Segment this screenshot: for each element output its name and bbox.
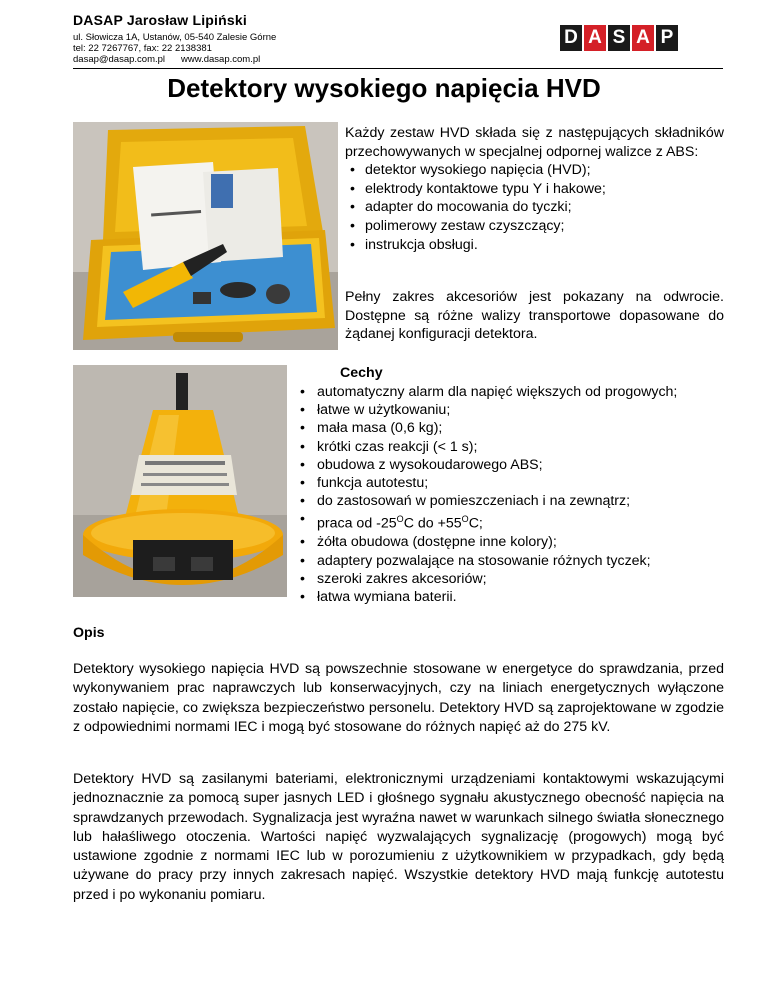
- list-item: • funkcja autotestu;: [297, 474, 737, 492]
- list-item: • łatwe w użytkowaniu;: [297, 401, 737, 419]
- kit-contents-list: [345, 161, 724, 254]
- list-item: • instrukcja obsługi.: [345, 236, 724, 255]
- company-web-line: [73, 54, 276, 65]
- description-paragraph-2: Detektory HVD są zasilanymi bateriami, elektronicznymi urządzeniami kontaktowymi wskazującymi jednoznacznie za pomocą super jasnych LED i głośnego sygnału akustycznego obecność napięcia na sprawdzanych przewodach. Sygnalizacja jest wyraźna nawet w warunkach silnego światła słonecznego lub hałaśliwego otoczenia. Wartości napięć wyzwalających sygnalizację (progowych) mogą być ustawione zgodnie z normami IEC lub w porozumieniu z użytkownikiem w przypadkach, gdy będą używane do pracy przy innych zakresach napięć. Wszystkie detektory HVD mają funkcję autotestu przed i po wykonaniu pomiaru.: [73, 771, 724, 903]
- list-item: • żółta obudowa (dostępne inne kolory);: [297, 533, 737, 551]
- list-item: • elektrody kontaktowe typu Y i hakowe;: [345, 180, 724, 199]
- dasap-logo: [560, 25, 678, 51]
- detector-photo: [73, 365, 287, 597]
- list-item: • polimerowy zestaw czyszczący;: [345, 217, 724, 236]
- description-heading: Opis: [73, 625, 105, 641]
- company-phone: tel: 22 7267767, fax: 22 2138381: [73, 43, 212, 54]
- features-title: Cechy: [340, 365, 383, 381]
- product-case-photo: [73, 122, 338, 350]
- list-item: • do zastosowań w pomieszczeniach i na zewnątrz;: [297, 492, 737, 510]
- intro-section: [345, 124, 724, 254]
- list-item: • mała masa (0,6 kg);: [297, 419, 737, 437]
- list-item: • detektor wysokiego napięcia (HVD);: [345, 161, 724, 180]
- list-item: • łatwa wymiana baterii.: [297, 588, 737, 606]
- company-email: dasap@dasap.com.pl: [73, 54, 166, 65]
- list-item: • adaptery pozwalające na stosowanie różnych tyczek;: [297, 552, 737, 570]
- header-divider: [73, 68, 723, 69]
- description-paragraph-1: Detektory wysokiego napięcia HVD są powszechnie stosowane w energetyce do sprawdzania, przed wykonywaniem prac naprawczych lub konserwacyjnych, czy na liniach energetycznych wyłączone zostało napięcie, co zwiększa bezpieczeństwo personelu. Detektory HVD są zaprojektowane w zgodzie z odpowiednimi normami IEC i mogą być stosowane do różnych napięć aż do 275 kV.: [73, 661, 724, 735]
- logo-letter: A: [632, 25, 654, 51]
- page-title: Detektory wysokiego napięcia HVD: [167, 73, 601, 103]
- company-contact: [73, 32, 276, 65]
- logo-letter: P: [656, 25, 678, 51]
- logo-letter: D: [560, 25, 582, 51]
- degree-mark: O: [461, 514, 469, 525]
- list-item: • adapter do mocowania do tyczki;: [345, 198, 724, 217]
- list-item: • szeroki zakres akcesoriów;: [297, 570, 737, 588]
- temp-suffix: C;: [468, 516, 483, 533]
- logo-letter: A: [584, 25, 606, 51]
- company-website: www.dasap.com.pl: [181, 54, 261, 65]
- temp-prefix: praca od -25: [317, 516, 397, 533]
- accessories-paragraph: Pełny zakres akcesoriów jest pokazany na odwrocie. Dostępne są różne walizy transportowe dopasowane do żądanej konfiguracji detektora.: [345, 289, 724, 343]
- company-name: DASAP Jarosław Lipiński: [73, 12, 247, 28]
- logo-letter: S: [608, 25, 630, 51]
- company-address: ul. Słowicza 1A, Ustanów, 05-540 Zalesie Górne: [73, 32, 277, 43]
- list-item-temperature: [297, 510, 737, 533]
- intro-lead: Każdy zestaw HVD składa się z następujących składników przechowywanych w specjalnej odpornej walizce z ABS:: [345, 125, 724, 160]
- list-item: • krótki czas reakcji (< 1 s);: [297, 438, 737, 456]
- temp-mid: C do +55: [403, 516, 462, 533]
- list-item: • automatyczny alarm dla napięć większych od progowych;: [297, 383, 737, 401]
- list-item: • obudowa z wysokoudarowego ABS;: [297, 456, 737, 474]
- degree-mark: O: [396, 514, 404, 525]
- features-list: [297, 383, 737, 606]
